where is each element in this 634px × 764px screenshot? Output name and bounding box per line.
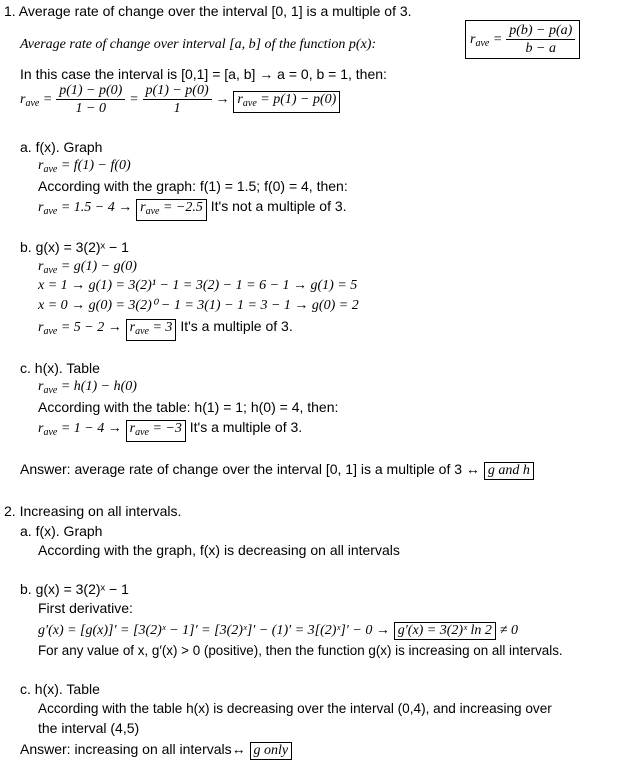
q2-b-line2: g′(x) = [g(x)]′ = [3(2)ˣ − 1]′ = [3(2)ˣ]′ − (1)′ = 3[(2)ˣ]′ − 0 → g′(x) = 3(2)ˣ ln 2 ≠ 0: [38, 623, 519, 638]
q1-b-heading: b. g(x) = 3(2)ˣ − 1: [20, 239, 129, 255]
q1-c-line1: $r_{ave} = h(1) - h(0)$: [38, 379, 137, 396]
definition-formula-box: $r_{ave}$ = $\frac{p(b) - p(a)}{b - a}$: [465, 20, 580, 59]
q1-a-line1: $r_{ave} = f(1) - f(0)$: [38, 158, 131, 175]
q2-b-heading: b. g(x) = 3(2)ˣ − 1: [20, 581, 129, 597]
q2-a-line1: According with the graph, f(x) is decreasing on all intervals: [38, 542, 400, 558]
q1-answer-box: g and h: [484, 462, 534, 480]
q1-b-line2: x = 1 → g(1) = 3(2)¹ − 1 = 3(2) − 1 = 6 − 1 → g(1) = 5: [38, 278, 358, 293]
q1-a-line2: According with the graph: f(1) = 1.5; f(0) = 4, then:: [38, 178, 348, 194]
q1-heading: 1. Average rate of change over the interval [0, 1] is a multiple of 3.: [4, 3, 412, 19]
q1-c-line3: $r_{ave} = 1 - 4 \to r_{ave} = -3$ It's a multiple of 3.: [38, 418, 302, 442]
q1-b-line1: $r_{ave} = g(1) - g(0)$: [38, 259, 137, 276]
q2-c-line2: the interval (4,5): [38, 720, 140, 736]
q1-c-result-box: $r_{ave} = -3$: [126, 420, 186, 442]
q1-a-heading: a. f(x). Graph: [20, 139, 103, 155]
q1-c-line2: According with the table: h(1) = 1; h(0) = 4, then:: [38, 399, 339, 415]
q2-heading: 2. Increasing on all intervals.: [4, 503, 182, 519]
q1-b-line3: x = 0 → g(0) = 3(2)⁰ − 1 = 3(1) − 1 = 3 − 1 → g(0) = 2: [38, 298, 359, 313]
q2-c-line1: According with the table h(x) is decreasing over the interval (0,4), and increasing over: [38, 701, 552, 716]
q1-a-line3: $r_{ave} = 1.5 - 4 \to r_{ave} = -2.5$ It's not a multiple of 3.: [38, 197, 347, 221]
q1-definition: [20, 34, 376, 54]
q1-b-result-box: $r_{ave} = 3$: [126, 319, 177, 341]
q2-b-line1: First derivative:: [38, 600, 133, 616]
q2-b-result-box: g′(x) = 3(2)ˣ ln 2: [394, 622, 496, 640]
definition-text: Average rate of change over interval [a, b] of the function p(x):: [20, 37, 377, 52]
q1-result-box: $r_{ave} = p(1) - p(0)$: [233, 91, 340, 113]
q1-derivation: $r_{ave}$ = $\frac{p(1) - p(0)}{1 - 0}$ = $\frac{p(1) - p(0)}{1}$ → $r_{ave} = p(1) - p(0)$: [20, 82, 340, 117]
q2-c-heading: c. h(x). Table: [20, 681, 100, 697]
q2-b-line3: For any value of x, g′(x) > 0 (positive), then the function g(x) is increasing on all intervals.: [38, 643, 563, 658]
q1-answer: Answer: average rate of change over the interval [0, 1] is a multiple of 3 ↔ g and h: [20, 460, 534, 480]
q1-c-heading: c. h(x). Table: [20, 360, 100, 376]
q2-answer: Answer: increasing on all intervals↔ g only: [20, 740, 292, 760]
q1-case-line: In this case the interval is [0,1] = [a, b] → a = 0, b = 1, then:: [20, 66, 387, 82]
q2-a-heading: a. f(x). Graph: [20, 523, 103, 539]
q1-b-line4: $r_{ave} = 5 - 2 \to r_{ave} = 3$ It's a multiple of 3.: [38, 317, 293, 341]
q1-a-result-box: $r_{ave} = -2.5$: [136, 199, 207, 221]
q2-answer-box: g only: [250, 742, 293, 760]
